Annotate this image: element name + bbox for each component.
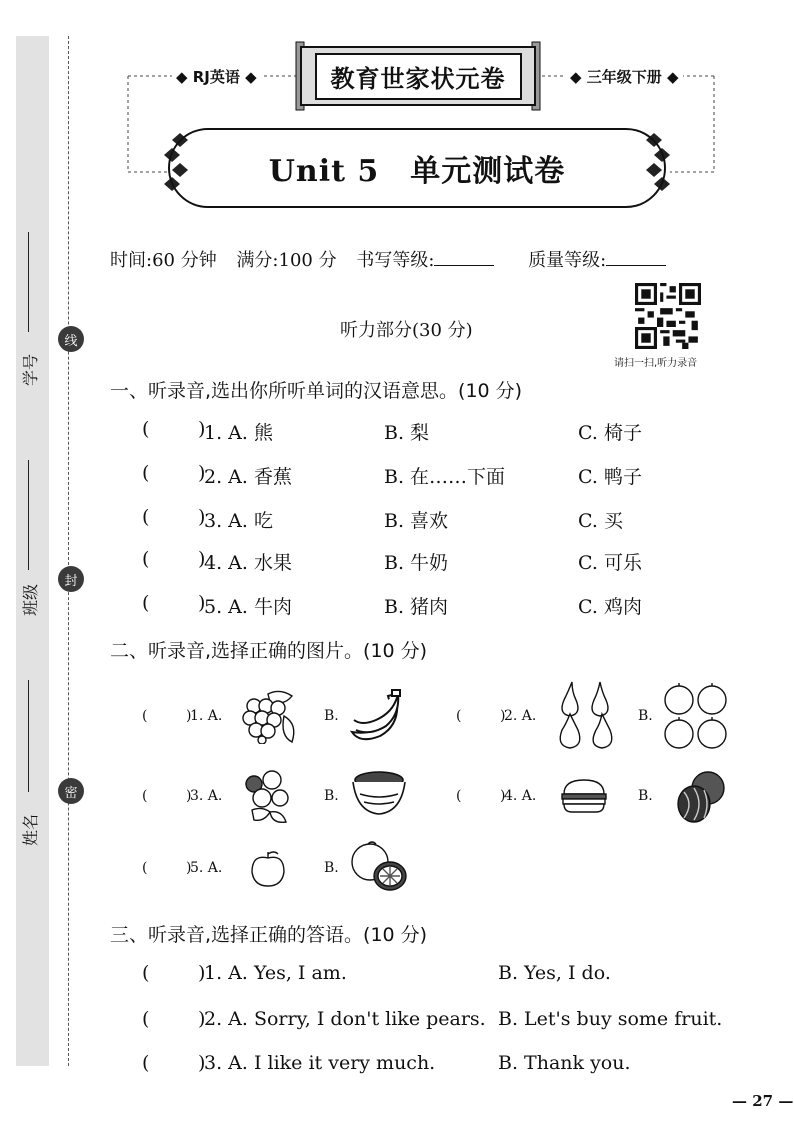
- name-line: [28, 680, 29, 792]
- grapes-icon[interactable]: [234, 686, 300, 744]
- answer-paren-close: ): [198, 462, 206, 484]
- writing-grade-blank[interactable]: [434, 252, 494, 266]
- fruit-pile-icon[interactable]: [240, 766, 294, 828]
- option-a: 3. A. 吃: [204, 510, 273, 532]
- option-b-label: B.: [638, 708, 653, 724]
- pears-icon[interactable]: [556, 678, 620, 750]
- seal-mi: 密: [58, 778, 84, 804]
- answer-paren-close: ): [198, 1008, 206, 1030]
- seal-feng: 封: [58, 566, 84, 592]
- option-a-label: 1. A.: [190, 708, 223, 724]
- bananas-icon[interactable]: [348, 688, 404, 744]
- hamburger-icon[interactable]: [560, 778, 608, 814]
- option-a: 1. A. 熊: [204, 422, 273, 444]
- option-b: B. 梨: [384, 422, 430, 444]
- option-c: C. 椅子: [578, 422, 642, 444]
- option-c: C. 可乐: [578, 552, 642, 574]
- answer-paren-open[interactable]: (: [142, 1052, 150, 1074]
- class-line: [28, 460, 29, 570]
- answer-paren-open[interactable]: (: [456, 708, 462, 724]
- title-banner: [168, 128, 666, 208]
- watermelons-icon[interactable]: [674, 768, 730, 826]
- answer-paren-close: ): [198, 1052, 206, 1074]
- section2-title: 二、听录音,选择正确的图片。(10 分): [110, 640, 428, 662]
- answer-paren-close: ): [198, 418, 206, 440]
- option-c: C. 鸭子: [578, 466, 642, 488]
- score-info: 满分:100 分: [236, 250, 337, 271]
- option-b: B. 在……下面: [384, 466, 506, 488]
- answer-paren-open[interactable]: (: [142, 506, 150, 528]
- student-id-label: 学号: [21, 353, 40, 386]
- answer-paren-open[interactable]: (: [142, 788, 148, 804]
- option-c: C. 鸡肉: [578, 596, 642, 618]
- option-a: 3. A. I like it very much.: [204, 1052, 436, 1074]
- answer-paren-open[interactable]: (: [142, 1008, 150, 1030]
- grade-tag: ◆ 三年级下册 ◆: [566, 66, 683, 87]
- option-a-label: 4. A.: [504, 788, 537, 804]
- answer-paren-open[interactable]: (: [456, 788, 462, 804]
- answer-paren-close: ): [198, 962, 206, 984]
- answer-paren-close: ): [198, 592, 206, 614]
- qr-code-icon[interactable]: [635, 283, 701, 349]
- apple-icon[interactable]: [250, 850, 286, 888]
- option-b-label: B.: [638, 788, 653, 804]
- seal-xian: 线: [58, 326, 84, 352]
- answer-paren-open[interactable]: (: [142, 708, 148, 724]
- subject-tag: ◆ RJ英语 ◆: [172, 66, 261, 87]
- answer-paren-close: ): [198, 506, 206, 528]
- option-b: B. 喜欢: [384, 510, 449, 532]
- writing-grade-label: 书写等级:: [356, 250, 508, 271]
- option-b-label: B.: [324, 860, 339, 876]
- option-a: 2. A. Sorry, I don't like pears.: [204, 1008, 486, 1030]
- exam-info: [110, 246, 694, 272]
- option-b-label: B.: [324, 708, 339, 724]
- option-b: B. Thank you.: [498, 1052, 631, 1074]
- option-b: B. 猪肉: [384, 596, 449, 618]
- option-a: 2. A. 香蕉: [204, 466, 292, 488]
- option-a-label: 3. A.: [190, 788, 223, 804]
- option-b: B. Yes, I do.: [498, 962, 611, 984]
- rice-bowl-icon[interactable]: [350, 768, 408, 818]
- section3-title: 三、听录音,选择正确的答语。(10 分): [110, 924, 428, 946]
- page-title: Unit 5 单元测试卷: [268, 154, 566, 189]
- brand-title: 教育世家状元卷: [315, 53, 522, 100]
- orange-icon[interactable]: [348, 840, 410, 894]
- student-id-line: [28, 232, 29, 332]
- name-label: 姓名: [21, 813, 40, 846]
- answer-paren-open[interactable]: (: [142, 418, 150, 440]
- listening-part-title: 听力部分(30 分): [340, 320, 473, 341]
- option-b-label: B.: [324, 788, 339, 804]
- quality-grade-label: 质量等级:: [528, 250, 680, 271]
- answer-paren-close: ): [198, 548, 206, 570]
- class-label: 班级: [21, 583, 40, 616]
- quality-grade-blank[interactable]: [606, 252, 666, 266]
- answer-paren-open[interactable]: (: [142, 548, 150, 570]
- apples-icon[interactable]: [662, 682, 730, 752]
- section1-title: 一、听录音,选出你所听单词的汉语意思。(10 分): [110, 380, 523, 402]
- option-a-label: 5. A.: [190, 860, 223, 876]
- page-number: — 27 —: [732, 1092, 794, 1110]
- answer-paren-open[interactable]: (: [142, 462, 150, 484]
- option-a: 1. A. Yes, I am.: [204, 962, 347, 984]
- qr-caption: 请扫一扫,听力录音: [614, 358, 698, 369]
- answer-paren-open[interactable]: (: [142, 962, 150, 984]
- option-c: C. 买: [578, 510, 623, 532]
- option-b: B. Let's buy some fruit.: [498, 1008, 723, 1030]
- answer-paren-open[interactable]: (: [142, 592, 150, 614]
- brand-box: [300, 46, 536, 106]
- option-a-label: 2. A.: [504, 708, 537, 724]
- answer-paren-open[interactable]: (: [142, 860, 148, 876]
- option-b: B. 牛奶: [384, 552, 449, 574]
- time-info: 时间:60 分钟: [110, 250, 217, 271]
- option-a: 4. A. 水果: [204, 552, 292, 574]
- option-a: 5. A. 牛肉: [204, 596, 292, 618]
